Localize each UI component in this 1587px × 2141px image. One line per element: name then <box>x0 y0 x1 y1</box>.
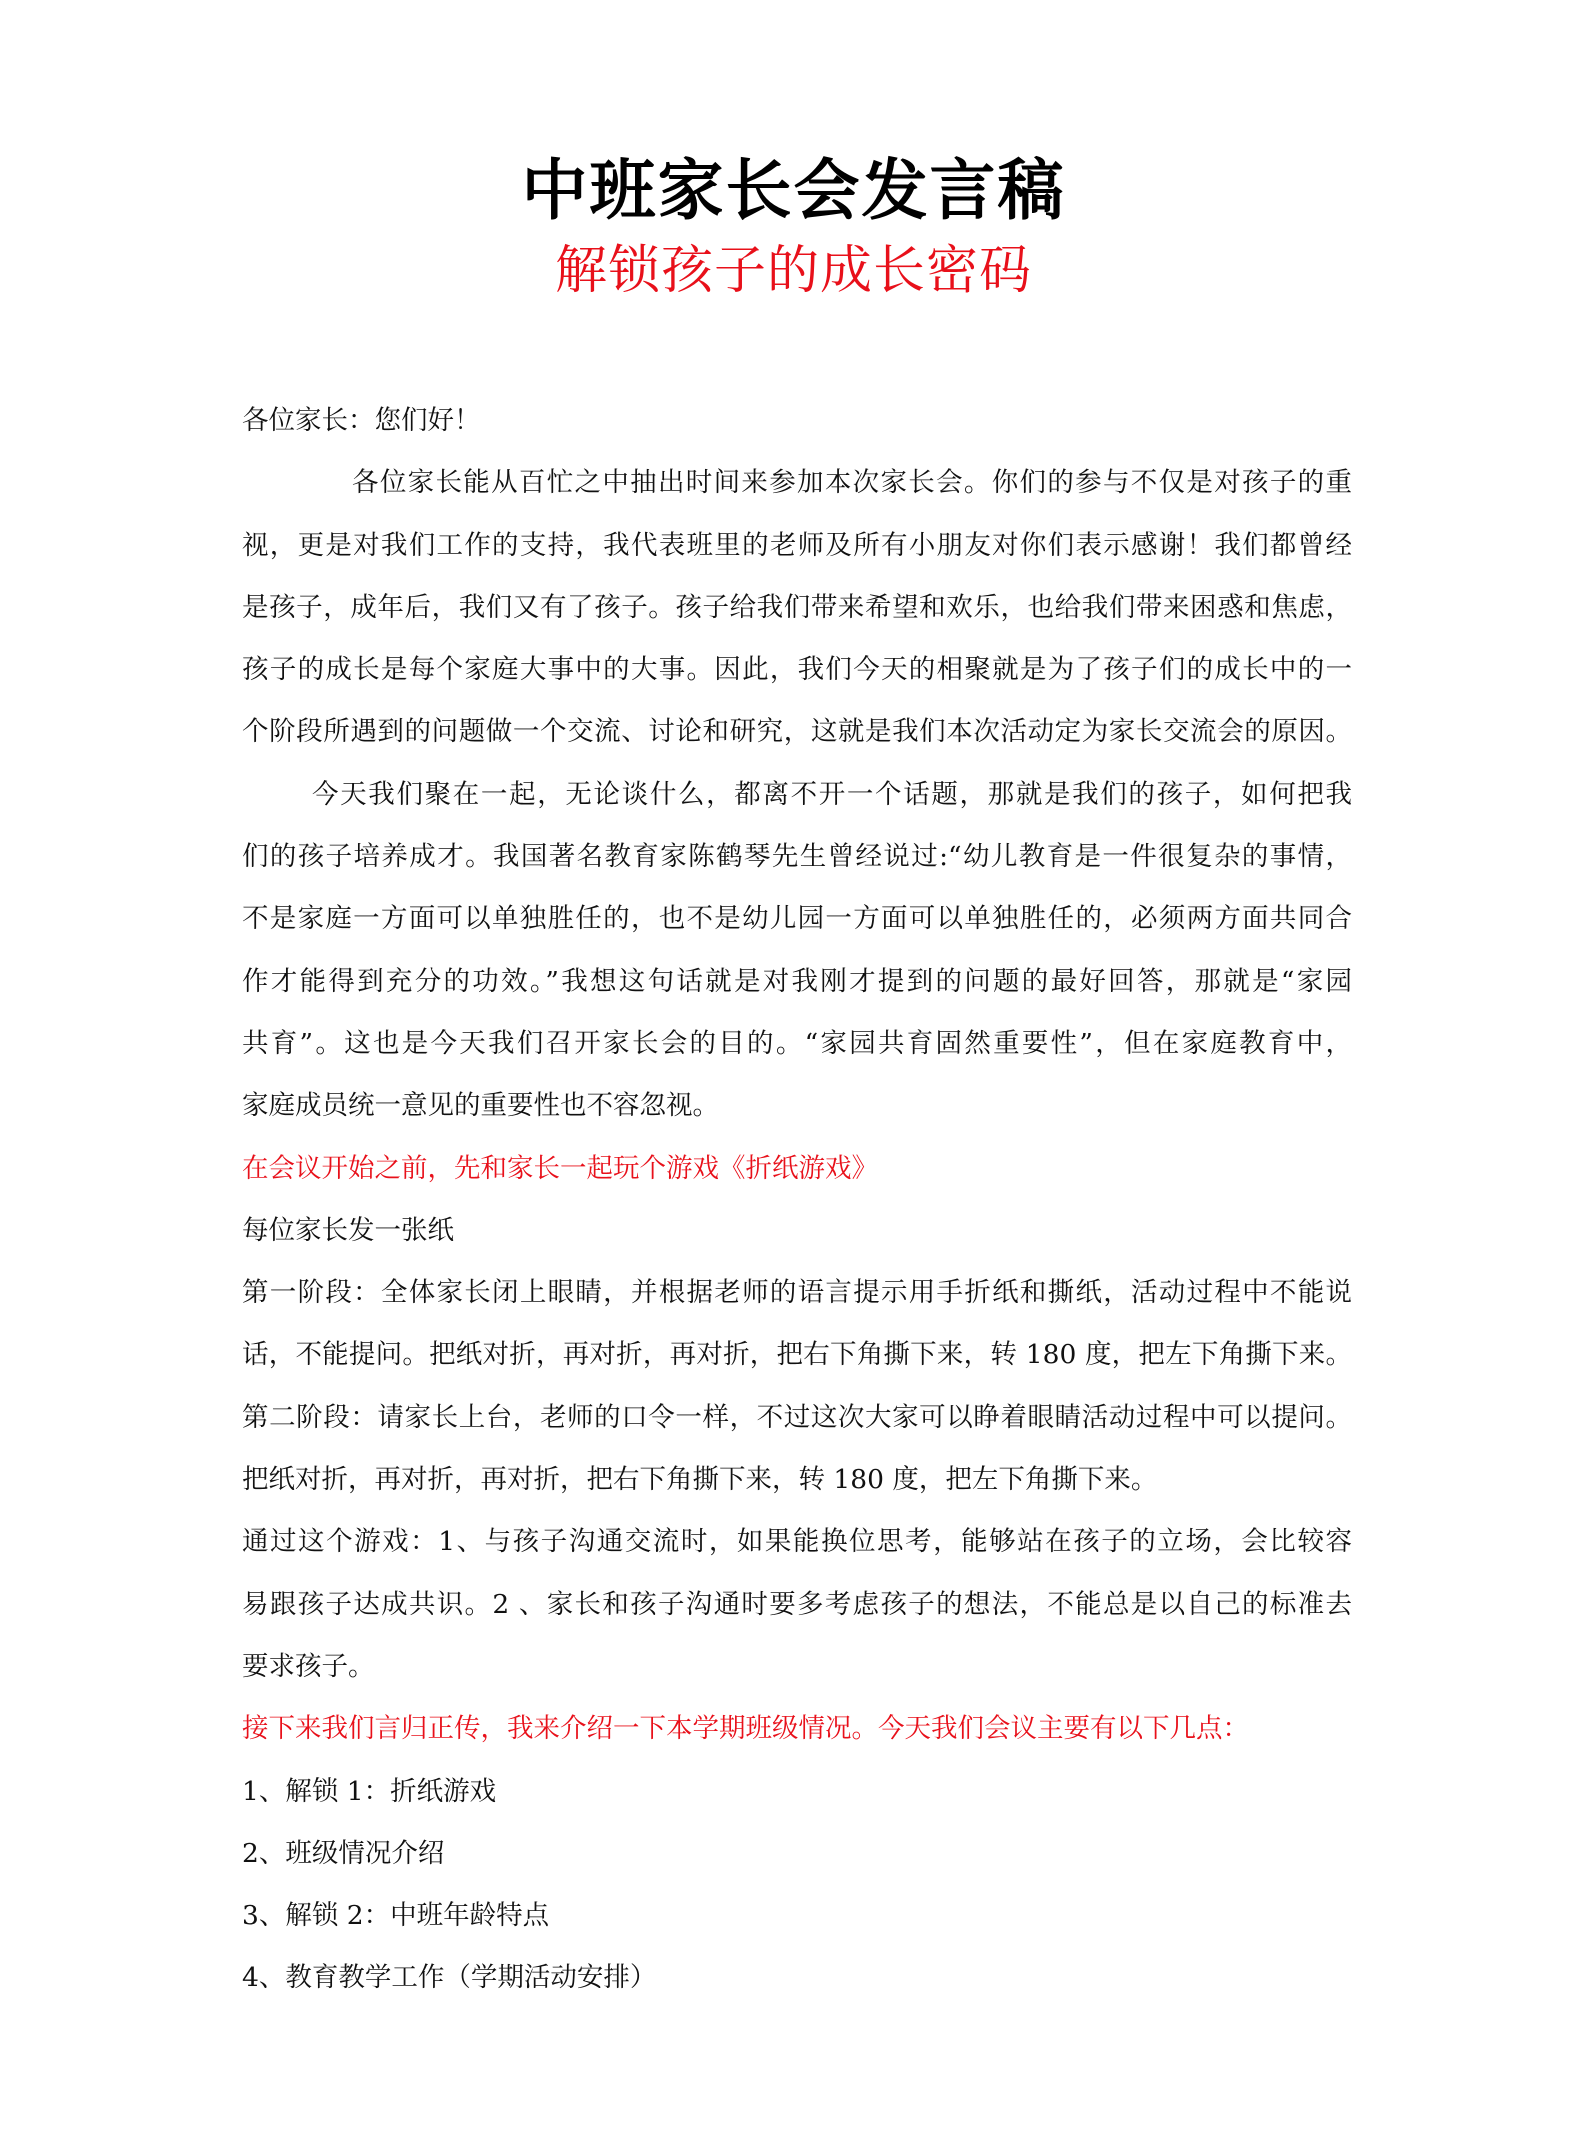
paragraph-line: 话，不能提问。把纸对折，再对折，再对折，把右下角撕下来，转 180 度，把左下角撕下来。 <box>242 1339 1352 1371</box>
paragraph-line: 第二阶段：请家长上台，老师的口令一样，不过这次大家可以睁着眼睛活动过程中可以提问。 <box>242 1401 1352 1433</box>
paragraph-line: 们的孩子培养成才。我国著名教育家陈鹤琴先生曾经说过:“幼儿教育是一件很复杂的事情， <box>242 841 1352 873</box>
paragraph-line: 不是家庭一方面可以单独胜任的，也不是幼儿园一方面可以单独胜任的，必须两方面共同合 <box>242 903 1352 935</box>
document-body <box>242 390 1352 2010</box>
stage-two <box>242 1387 1352 1512</box>
greeting: 各位家长：您们好！ <box>242 405 481 436</box>
paragraph-home-school <box>242 764 1352 1138</box>
paragraph-line: 易跟孩子达成共识。2 、家长和孩子沟通时要多考虑孩子的想法，不能总是以自己的标准去 <box>242 1588 1352 1620</box>
paragraph-line: 个阶段所遇到的问题做一个交流、讨论和研究，这就是我们本次活动定为家长交流会的原因。 <box>242 716 1352 748</box>
game-lesson <box>242 1511 1352 1698</box>
paragraph-line: 是孩子，成年后，我们又有了孩子。孩子给我们带来希望和欢乐，也给我们带来困惑和焦虑， <box>242 591 1352 623</box>
paragraph-line: 各位家长能从百忙之中抽出时间来参加本次家长会。你们的参与不仅是对孩子的重 <box>352 467 1352 499</box>
paragraph-line: 要求孩子。 <box>242 1650 375 1682</box>
agenda-list <box>242 1761 1352 2010</box>
paragraph-line: 视，更是对我们工作的支持，我代表班里的老师及所有小朋友对你们表示感谢！我们都曾经 <box>242 529 1352 561</box>
game-intro-heading: 在会议开始之前，先和家长一起玩个游戏《折纸游戏》 <box>242 1152 878 1184</box>
document-subtitle: 解锁孩子的成长密码 <box>554 241 1032 301</box>
agenda-item: 2、班级情况介绍 <box>242 1837 445 1869</box>
paragraph-line: 第一阶段：全体家长闭上眼睛，并根据老师的语言提示用手折纸和撕纸，活动过程中不能说 <box>242 1277 1352 1309</box>
paragraph-welcome <box>242 452 1352 763</box>
paragraph-line: 作才能得到充分的功效。”我想这句话就是对我刚才提到的问题的最好回答，那就是“家园 <box>242 965 1352 997</box>
agenda-intro-heading: 接下来我们言归正传，我来介绍一下本学期班级情况。今天我们会议主要有以下几点： <box>242 1713 1249 1745</box>
stage-one <box>242 1262 1352 1387</box>
paragraph-line: 共育”。这也是今天我们召开家长会的目的。“家园共育固然重要性”，但在家庭教育中， <box>242 1027 1352 1059</box>
document-title: 中班家长会发言稿 <box>521 151 1066 229</box>
paragraph-line: 家庭成员统一意见的重要性也不容忽视。 <box>242 1090 719 1122</box>
paragraph-line: 把纸对折，再对折，再对折，把右下角撕下来，转 180 度，把左下角撕下来。 <box>242 1464 1158 1496</box>
paragraph-line: 今天我们聚在一起，无论谈什么，都离不开一个话题，那就是我们的孩子，如何把我 <box>312 778 1352 810</box>
paragraph-line: 通过这个游戏：1、与孩子沟通交流时，如果能换位思考，能够站在孩子的立场，会比较容 <box>242 1526 1352 1558</box>
agenda-item: 4、教育教学工作（学期活动安排） <box>242 1962 657 1994</box>
agenda-item: 3、解锁 2：中班年龄特点 <box>242 1900 550 1932</box>
paragraph-line: 孩子的成长是每个家庭大事中的大事。因此，我们今天的相聚就是为了孩子们的成长中的一 <box>242 654 1352 686</box>
game-setup: 每位家长发一张纸 <box>242 1214 454 1246</box>
agenda-item: 1、解锁 1：折纸游戏 <box>242 1775 497 1807</box>
